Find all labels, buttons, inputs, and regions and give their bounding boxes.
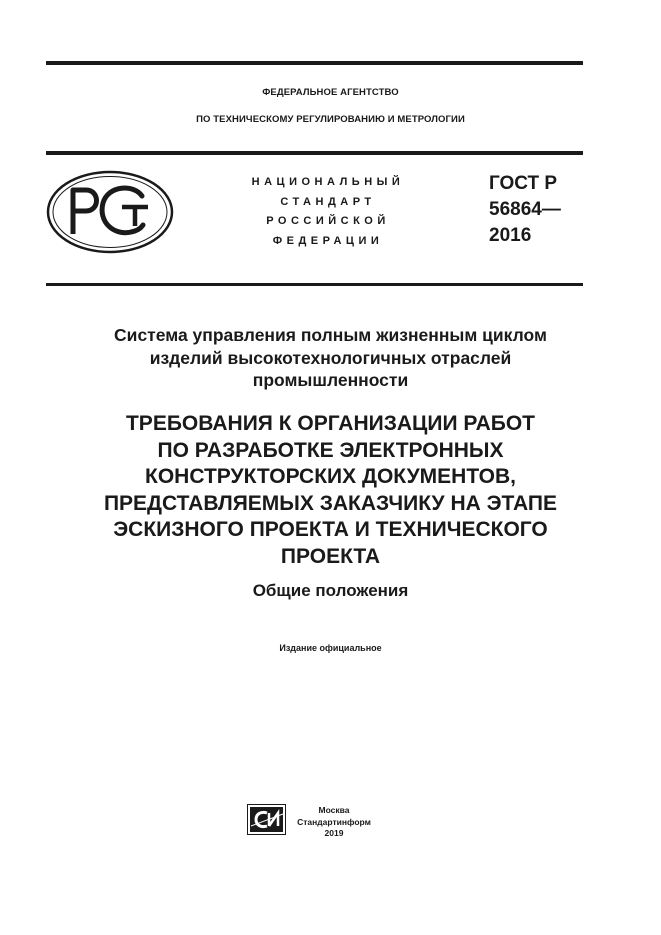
standard-type-line: НАЦИОНАЛЬНЫЙ — [251, 176, 405, 188]
designation-prefix: ГОСТ Р — [489, 173, 558, 194]
designation-year: 2016 — [489, 225, 532, 246]
standard-type — [228, 173, 428, 251]
series-title — [40, 324, 621, 392]
standard-designation — [489, 171, 561, 249]
document-title-line: ЭСКИЗНОГО ПРОЕКТА И ТЕХНИЧЕСКОГО — [113, 518, 548, 541]
top-rule — [46, 61, 583, 65]
publisher-name: Стандартинформ — [297, 816, 371, 827]
edition-note: Издание официальное — [279, 643, 382, 653]
document-title-line: КОНСТРУКТОРСКИХ ДОКУМЕНТОВ, — [145, 465, 516, 488]
series-title-line: изделий высокотехнологичных отраслей — [149, 347, 512, 368]
standard-type-line: СТАНДАРТ — [280, 195, 376, 208]
header-rule — [46, 151, 583, 155]
standard-type-line: РОССИЙСКОЙ — [266, 215, 390, 227]
series-title-line: промышленности — [252, 370, 409, 390]
document-subtitle: Общие положения — [252, 581, 409, 600]
document-title — [30, 411, 631, 570]
document-title-line: ПРЕДСТАВЛЯЕМЫХ ЗАКАЗЧИКУ НА ЭТАПЕ — [103, 491, 558, 515]
publisher-imprint — [290, 805, 378, 840]
publisher-city: Москва — [318, 805, 350, 815]
document-title-line: ПРОЕКТА — [280, 544, 381, 568]
rst-certification-mark-icon — [46, 170, 174, 254]
standard-type-line: ФЕДЕРАЦИИ — [272, 234, 384, 247]
document-title-line: ТРЕБОВАНИЯ К ОРГАНИЗАЦИИ РАБОТ — [125, 412, 535, 435]
publication-year: 2019 — [324, 828, 344, 838]
series-title-line: Система управления полным жизненным циклом — [114, 325, 547, 345]
title-block-rule — [46, 283, 583, 286]
designation-number: 56864— — [489, 199, 561, 220]
agency-name-line2: ПО ТЕХНИЧЕСКОМУ РЕГУЛИРОВАНИЮ И МЕТРОЛОГИИ — [196, 114, 465, 125]
standartinform-logo-icon — [247, 804, 286, 835]
document-title-line: ПО РАЗРАБОТКЕ ЭЛЕКТРОННЫХ — [157, 438, 504, 462]
agency-name-line1: ФЕДЕРАЛЬНОЕ АГЕНТСТВО — [262, 87, 399, 98]
